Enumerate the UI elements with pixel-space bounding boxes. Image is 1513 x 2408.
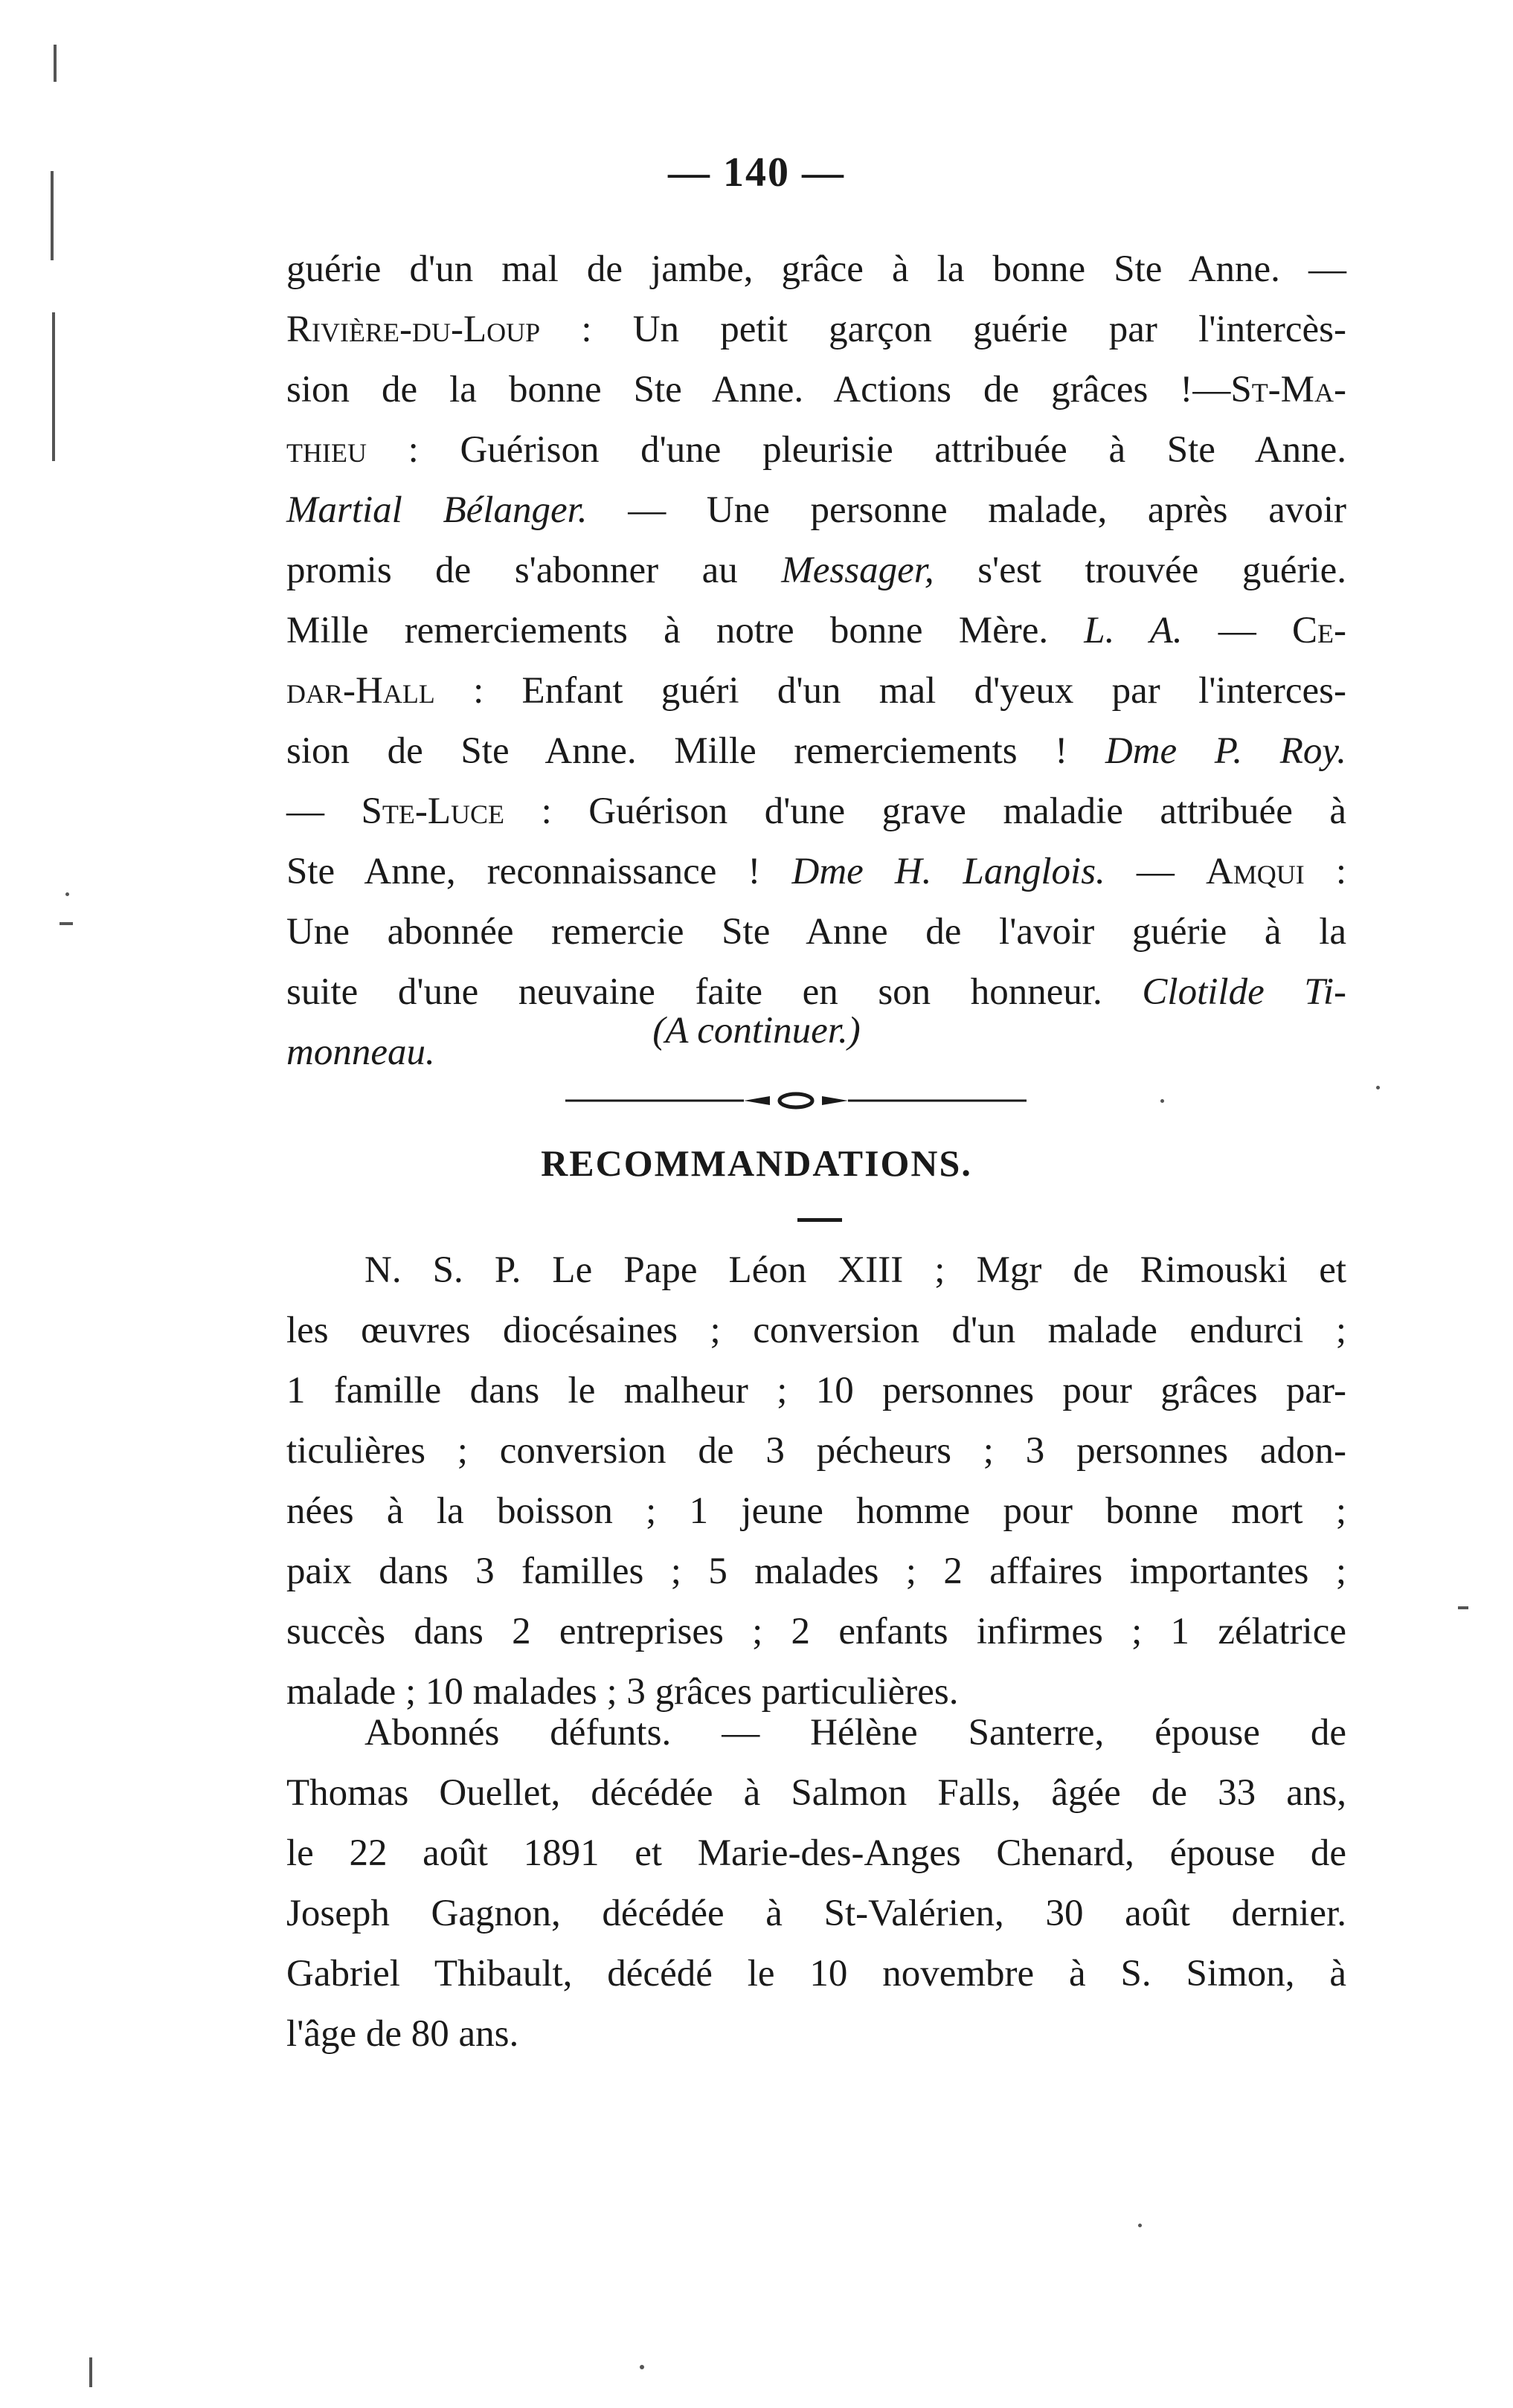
deceased-subscribers-paragraph	[286, 1703, 1346, 2064]
italic-text: Messager,	[781, 550, 934, 591]
text-run: : Enfant guéri d'un mal d'yeux par l'interces-	[434, 670, 1346, 712]
text-line	[286, 1884, 1346, 1944]
italic-text: L. A.	[1084, 610, 1183, 651]
text-run: Une abonnée remercie Ste Anne de l'avoir guérie à la	[286, 911, 1346, 953]
place-name: Ce-	[1291, 610, 1346, 651]
text-run: Gabriel Thibault, décédé le 10 novembre à S. Simon, à	[286, 1953, 1346, 1995]
text-run: malade ; 10 malades ; 3 grâces particulières.	[286, 1671, 959, 1713]
italic-text: Dme H. Langlois.	[791, 851, 1105, 892]
place-name: Amqui	[1205, 851, 1305, 892]
italic-text: Clotilde Ti-	[1142, 971, 1346, 1013]
text-run: les œuvres diocésaines ; conversion d'un malade endurci ;	[286, 1310, 1346, 1351]
text-run: — Une personne malade, après avoir	[587, 489, 1346, 531]
place-name: St-Ma-	[1230, 369, 1346, 411]
text-line	[286, 541, 1346, 601]
text-line	[286, 1542, 1346, 1602]
text-run: l'âge de 80 ans.	[286, 2013, 519, 2055]
to-be-continued-note: (A continuer.)	[652, 1010, 861, 1052]
text-line	[286, 902, 1346, 962]
text-line	[286, 1301, 1346, 1361]
text-line	[286, 360, 1346, 420]
text-run: suite d'une neuvaine faite en son honneur.	[286, 971, 1143, 1013]
text-line	[286, 480, 1346, 541]
text-line	[286, 1944, 1346, 2004]
text-run: Ste Anne, reconnaissance !	[286, 851, 792, 892]
text-run: nées à la boisson ; 1 jeune homme pour bonne mort ;	[286, 1490, 1346, 1532]
place-name: thieu	[286, 429, 367, 471]
text-run: : Un petit garçon guérie par l'intercès-	[540, 309, 1346, 350]
text-run: 1 famille dans le malheur ; 10 personnes pour grâces par-	[286, 1370, 1346, 1411]
text-line	[286, 1481, 1346, 1542]
text-run: —	[286, 791, 362, 832]
text-line	[286, 661, 1346, 721]
place-name: Rivière-du-Loup	[286, 309, 541, 350]
italic-text: Martial Bélanger.	[286, 489, 588, 531]
text-run: :	[1304, 851, 1346, 892]
text-run: —	[1182, 610, 1292, 651]
text-line	[286, 842, 1346, 902]
text-line	[286, 420, 1346, 480]
text-line	[286, 1421, 1346, 1481]
text-line	[286, 2004, 1346, 2064]
text-line	[286, 1823, 1346, 1884]
text-line	[286, 601, 1346, 661]
text-run: le 22 août 1891 et Marie-des-Anges Chenard, épouse de	[286, 1832, 1346, 1874]
place-name: Ste-Luce	[361, 791, 505, 832]
text-run: Abonnés défunts. — Hélène Santerre, épouse de	[364, 1712, 1346, 1754]
text-line	[286, 1240, 1346, 1301]
text-line	[286, 782, 1346, 842]
text-run: : Guérison d'une pleurisie attribuée à Ste Anne.	[366, 429, 1346, 471]
text-line	[286, 1703, 1346, 1763]
italic-text: monneau.	[286, 1031, 435, 1073]
text-run: guérie d'un mal de jambe, grâce à la bonne Ste Anne. —	[286, 248, 1346, 290]
text-run: N. S. P. Le Pape Léon XIII ; Mgr de Rimouski et	[364, 1249, 1346, 1291]
text-run: s'est trouvée guérie.	[934, 550, 1347, 591]
text-run: paix dans 3 familles ; 5 malades ; 2 affaires importantes ;	[286, 1551, 1346, 1592]
text-run: —	[1105, 851, 1206, 892]
place-name: dar-Hall	[286, 670, 435, 712]
section-title: RECOMMANDATIONS.	[541, 1142, 972, 1184]
text-line	[286, 1602, 1346, 1662]
text-run: sion de la bonne Ste Anne. Actions de grâces !—	[286, 369, 1231, 411]
thanksgiving-entries	[286, 239, 1346, 1083]
text-run: succès dans 2 entreprises ; 2 enfants infirmes ; 1 zélatrice	[286, 1611, 1346, 1652]
text-line	[286, 239, 1346, 300]
text-line	[286, 721, 1346, 782]
ornamental-divider	[565, 1089, 1027, 1112]
text-line	[286, 300, 1346, 360]
page-number: — 140 —	[668, 149, 845, 196]
recommendations-paragraph	[286, 1240, 1346, 1722]
italic-text: Dme P. Roy.	[1105, 730, 1346, 772]
text-run: : Guérison d'une grave maladie attribuée à	[504, 791, 1347, 832]
text-run: Mille remerciements à notre bonne Mère.	[286, 610, 1085, 651]
short-rule	[797, 1218, 842, 1222]
text-line	[286, 1361, 1346, 1421]
text-line	[286, 1763, 1346, 1823]
text-run: promis de s'abonner au	[286, 550, 782, 591]
text-run: Thomas Ouellet, décédée à Salmon Falls, âgée de 33 ans,	[286, 1772, 1346, 1814]
text-run: ticulières ; conversion de 3 pécheurs ; 3 personnes adon-	[286, 1430, 1346, 1472]
text-run: sion de Ste Anne. Mille remerciements !	[286, 730, 1105, 772]
text-run: Joseph Gagnon, décédée à St-Valérien, 30 août dernier.	[286, 1893, 1346, 1934]
